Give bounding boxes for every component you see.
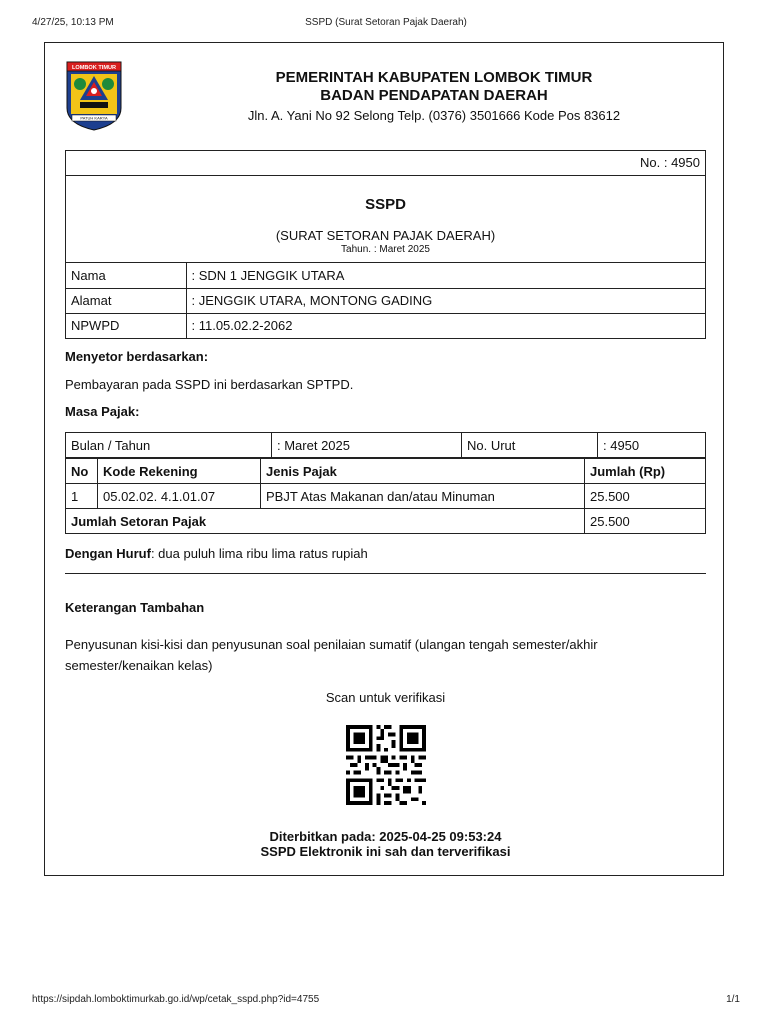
print-header: [32, 17, 740, 31]
document-year: Tahun. : Maret 2025: [341, 244, 430, 255]
identity-table: [66, 263, 705, 338]
verified-statement: SSPD Elektronik ini sah dan terverifikasi: [260, 844, 511, 859]
dengan-huruf-text: : dua puluh lima ribu lima ratus rupiah: [150, 546, 368, 561]
print-page-title: SSPD (Surat Setoran Pajak Daerah): [305, 17, 467, 28]
document-subtitle: (SURAT SETORAN PAJAK DAERAH): [275, 228, 496, 243]
keterangan-line-2: semester/kenaikan kelas): [65, 658, 213, 673]
nama-value: : SDN 1 JENGGIK UTARA: [191, 267, 345, 283]
letterhead: [145, 69, 723, 125]
col-header-no: No: [66, 459, 98, 484]
document-number: No. : 4950: [66, 151, 705, 176]
total-label: Jumlah Setoran Pajak: [66, 509, 585, 534]
total-value: 25.500: [585, 509, 706, 534]
npwpd-value: : 11.05.02.2-2062: [186, 313, 705, 338]
menyetor-text: Pembayaran pada SSPD ini berdasarkan SPTPD.: [65, 377, 354, 392]
qr-code-icon: [344, 725, 428, 805]
masa-pajak-table: [65, 432, 706, 458]
document-title: SSPD: [365, 196, 406, 213]
bulan-tahun-value: : Maret 2025: [272, 433, 462, 458]
row-jenis-pajak: PBJT Atas Makanan dan/atau Minuman: [261, 484, 585, 509]
table-row: [66, 484, 706, 509]
col-header-jumlah: Jumlah (Rp): [585, 459, 706, 484]
sspd-document: [44, 42, 724, 876]
rekening-table: [65, 458, 706, 534]
no-urut-label: No. Urut: [462, 433, 598, 458]
letterhead-line-2: BADAN PENDAPATAN DAERAH: [320, 87, 548, 104]
keterangan-text: [65, 634, 706, 676]
letterhead-line-1: PEMERINTAH KABUPATEN LOMBOK TIMUR: [275, 69, 593, 86]
bulan-tahun-label: Bulan / Tahun: [66, 433, 272, 458]
logo-motto-text: PATUH KARYA: [80, 115, 108, 121]
print-datetime: 4/27/25, 10:13 PM: [32, 17, 114, 28]
print-page-number: 1/1: [726, 994, 740, 1005]
alamat-value: : JENGGIK UTARA, MONTONG GADING: [186, 288, 705, 313]
dengan-huruf: [65, 546, 368, 562]
npwpd-label: NPWPD: [66, 313, 186, 338]
lombok-timur-emblem-icon: [64, 60, 124, 132]
row-jumlah: 25.500: [585, 484, 706, 509]
keterangan-heading: Keterangan Tambahan: [65, 600, 205, 615]
col-header-jenis-pajak: Jenis Pajak: [261, 459, 585, 484]
identity-row-alamat: [66, 288, 705, 313]
document-title-area: [66, 176, 705, 263]
row-no: 1: [66, 484, 98, 509]
masa-pajak-row: [66, 433, 706, 458]
dengan-huruf-label: Dengan Huruf: [65, 546, 151, 561]
print-footer: [32, 994, 740, 1008]
col-header-kode-rekening: Kode Rekening: [98, 459, 261, 484]
scan-label: Scan untuk verifikasi: [325, 690, 446, 705]
sspd-header-box: [65, 150, 706, 339]
nama-label: Nama: [66, 263, 186, 288]
row-kode-rekening: 05.02.02. 4.1.01.07: [98, 484, 261, 509]
divider: [65, 573, 706, 574]
print-url: https://sipdah.lomboktimurkab.go.id/wp/cetak_sspd.php?id=4755: [32, 994, 320, 1005]
logo-banner-text: LOMBOK TIMUR: [71, 65, 117, 72]
alamat-label: Alamat: [66, 288, 186, 313]
no-urut-value: : 4950: [598, 433, 706, 458]
rekening-header-row: [66, 459, 706, 484]
total-row: [66, 509, 706, 534]
letterhead-address: Jln. A. Yani No 92 Selong Telp. (0376) 3501666 Kode Pos 83612: [247, 108, 621, 123]
keterangan-line-1: Penyusunan kisi-kisi dan penyusunan soal penilaian sumatif (ulangan tengah semester/akhir: [65, 637, 598, 652]
identity-row-npwpd: [66, 313, 705, 338]
masa-pajak-heading: Masa Pajak:: [65, 404, 140, 419]
menyetor-heading: Menyetor berdasarkan:: [65, 349, 209, 364]
identity-row-nama: [66, 263, 705, 288]
issued-at: Diterbitkan pada: 2025-04-25 09:53:24: [269, 829, 502, 844]
